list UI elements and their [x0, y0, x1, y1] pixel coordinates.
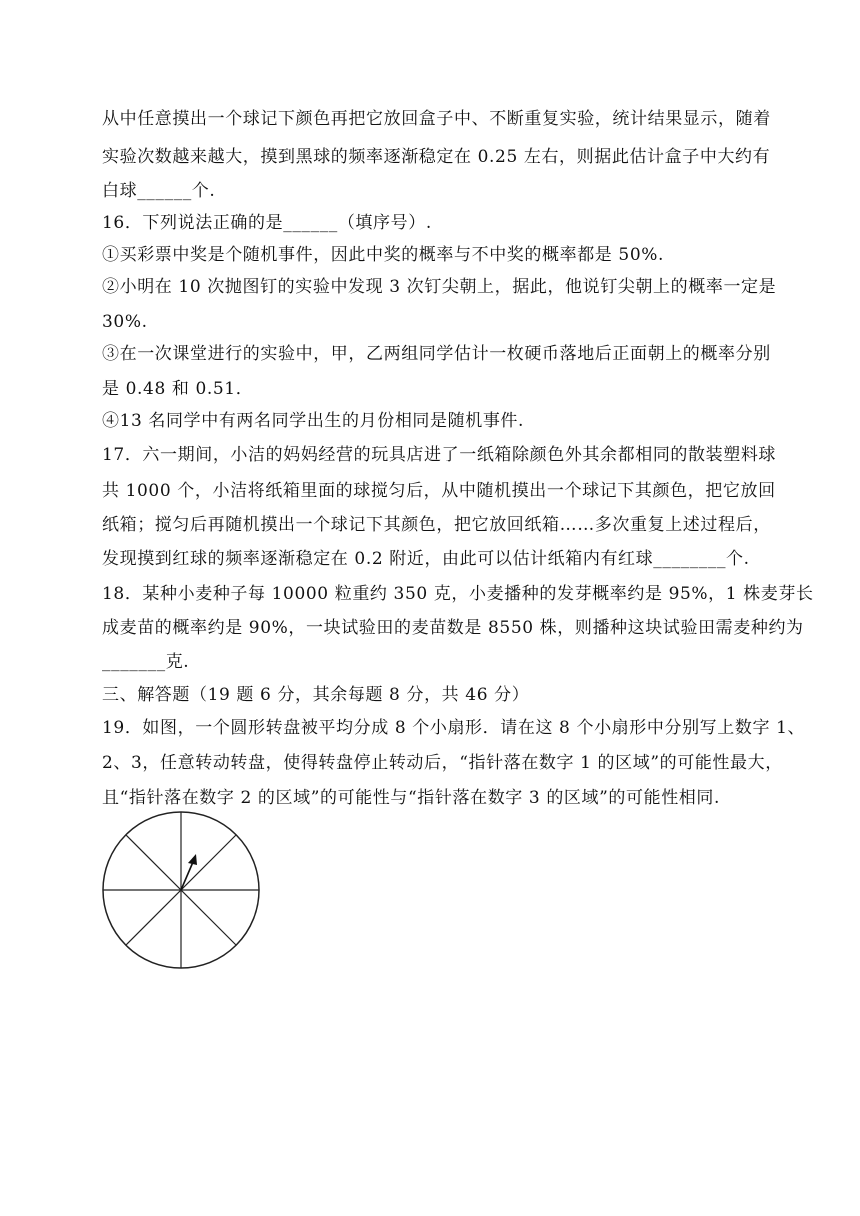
question-17-line-4: 发现摸到红球的频率逐渐稳定在 0.2 附近，由此可以估计纸箱内有红球________个. [102, 549, 750, 569]
option-2: ②小明在 10 次抛图钉的实验中发现 3 次钉尖朝上，据此，他说钉尖朝上的概率一定是 [102, 277, 777, 297]
question-18-line-3: _______克. [102, 652, 190, 672]
question-17: 17．六一期间，小洁的妈妈经营的玩具店进了一纸箱除颜色外其余都相同的散装塑料球 [102, 445, 777, 465]
option-1: ①买彩票中奖是个随机事件，因此中奖的概率与不中奖的概率都是 50%. [102, 245, 664, 265]
question-18-line-2: 成麦苗的概率约是 90%，一块试验田的麦苗数是 8550 株，则播种这块试验田需麦种约为 [102, 618, 804, 638]
question-17-line-2: 共 1000 个，小洁将纸箱里面的球搅匀后，从中随机摸出一个球记下其颜色，把它放回 [102, 481, 776, 501]
option-2-cont: 30%. [102, 312, 148, 332]
section-heading: 三、解答题（19 题 6 分，其余每题 8 分，共 46 分） [102, 685, 530, 705]
question-19: 19．如图，一个圆形转盘被平均分成 8 个小扇形．请在这 8 个小扇形中分别写上数字 1、 [102, 718, 806, 738]
question-19-line-2: 2、3，任意转动转盘，使得转盘停止转动后，“指针落在数字 1 的区域”的可能性最大， [102, 753, 783, 773]
text-line-3: 白球______个. [102, 181, 216, 201]
option-4: ④13 名同学中有两名同学出生的月份相同是随机事件. [102, 411, 525, 431]
option-3-cont: 是 0.48 和 0.51． [102, 379, 254, 399]
spinner-figure [100, 808, 262, 970]
text-line-2: 实验次数越来越大，摸到黑球的频率逐渐稳定在 0.25 左右，则据此估计盒子中大约有 [102, 147, 771, 167]
question-19-line-3: 且“指针落在数字 2 的区域”的可能性与“指针落在数字 3 的区域”的可能性相同. [102, 788, 721, 808]
text-line-1: 从中任意摸出一个球记下颜色再把它放回盒子中、不断重复实验，统计结果显示，随着 [102, 109, 771, 129]
pointer-shaft [181, 862, 193, 890]
option-3: ③在一次课堂进行的实验中，甲，乙两组同学估计一枚硬币落地后正面朝上的概率分别 [102, 344, 771, 364]
question-16: 16．下列说法正确的是______（填序号）. [102, 213, 432, 233]
pointer-arrow-icon [188, 854, 197, 865]
question-18: 18．某种小麦种子每 10000 粒重约 350 克，小麦播种的发芽概率约是 95%，1 株麦芽长 [102, 584, 814, 604]
question-17-line-3: 纸箱；搅匀后再随机摸出一个球记下其颜色，把它放回纸箱……多次重复上述过程后， [102, 515, 771, 535]
